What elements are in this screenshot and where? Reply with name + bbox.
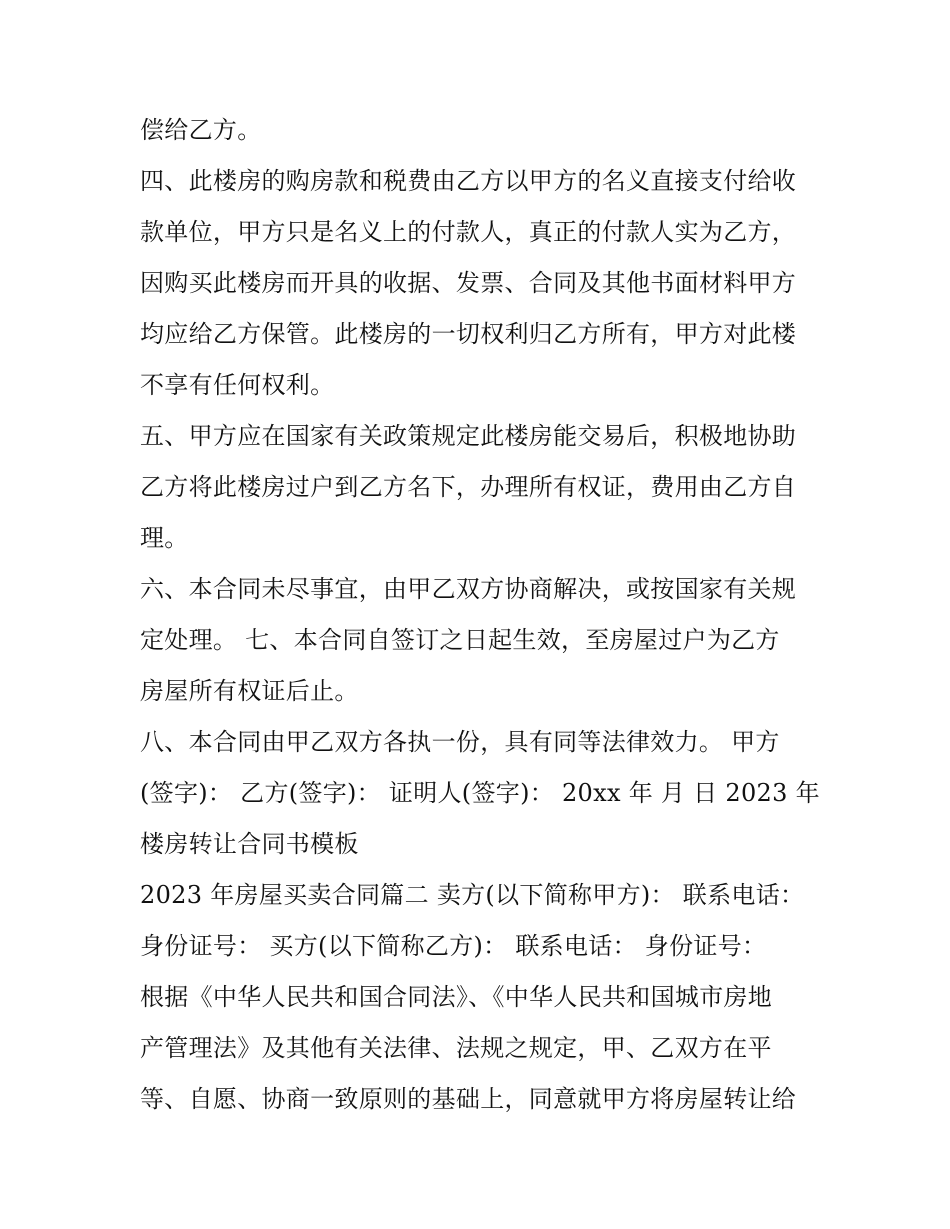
text-line: 房屋所有权证后止。 [140,677,359,705]
text-line: 2023 年房屋买卖合同篇二 卖方(以下简称甲方)： 联系电话： [140,881,805,909]
text-line: 楼房转让合同书模板 [140,830,359,858]
text-line: 理。 [140,524,189,552]
text-line: 根据《中华人民共和国合同法》、《中华人民共和国城市房地 [140,983,773,1011]
text-line: 五、甲方应在国家有关政策规定此楼房能交易后，积极地协助 [140,422,797,450]
text-line: 均应给乙方保管。此楼房的一切权利归乙方所有，甲方对此楼 [140,320,797,348]
text-line: 定处理。 七、本合同自签订之日起生效，至房屋过户为乙方 [140,626,780,654]
text-line: 六、本合同未尽事宜，由甲乙双方协商解决，或按国家有关规 [140,575,797,603]
text-line: 身份证号： 买方(以下简称乙方)： 联系电话： 身份证号： [140,932,767,960]
text-line: 乙方将此楼房过户到乙方名下，办理所有权证，费用由乙方自 [140,473,797,501]
text-line: 偿给乙方。 [140,116,262,144]
text-line: 款单位，甲方只是名义上的付款人，真正的付款人实为乙方， [140,218,797,246]
text-line: 产管理法》及其他有关法律、法规之规定，甲、乙双方在平 [140,1034,772,1062]
text-line: (签字)： 乙方(签字)： 证明人(签字)： 20xx 年 月 日 2023 年 [140,779,820,807]
contract-text [140,105,820,1125]
text-line: 四、此楼房的购房款和税费由乙方以甲方的名义直接支付给收 [140,167,797,195]
text-line: 等、自愿、协商一致原则的基础上，同意就甲方将房屋转让给 [140,1085,797,1113]
text-line: 八、本合同由甲乙双方各执一份，具有同等法律效力。 甲方 [140,728,780,756]
text-line: 不享有任何权利。 [140,371,335,399]
text-line: 因购买此楼房而开具的收据、发票、合同及其他书面材料甲方 [140,269,797,297]
